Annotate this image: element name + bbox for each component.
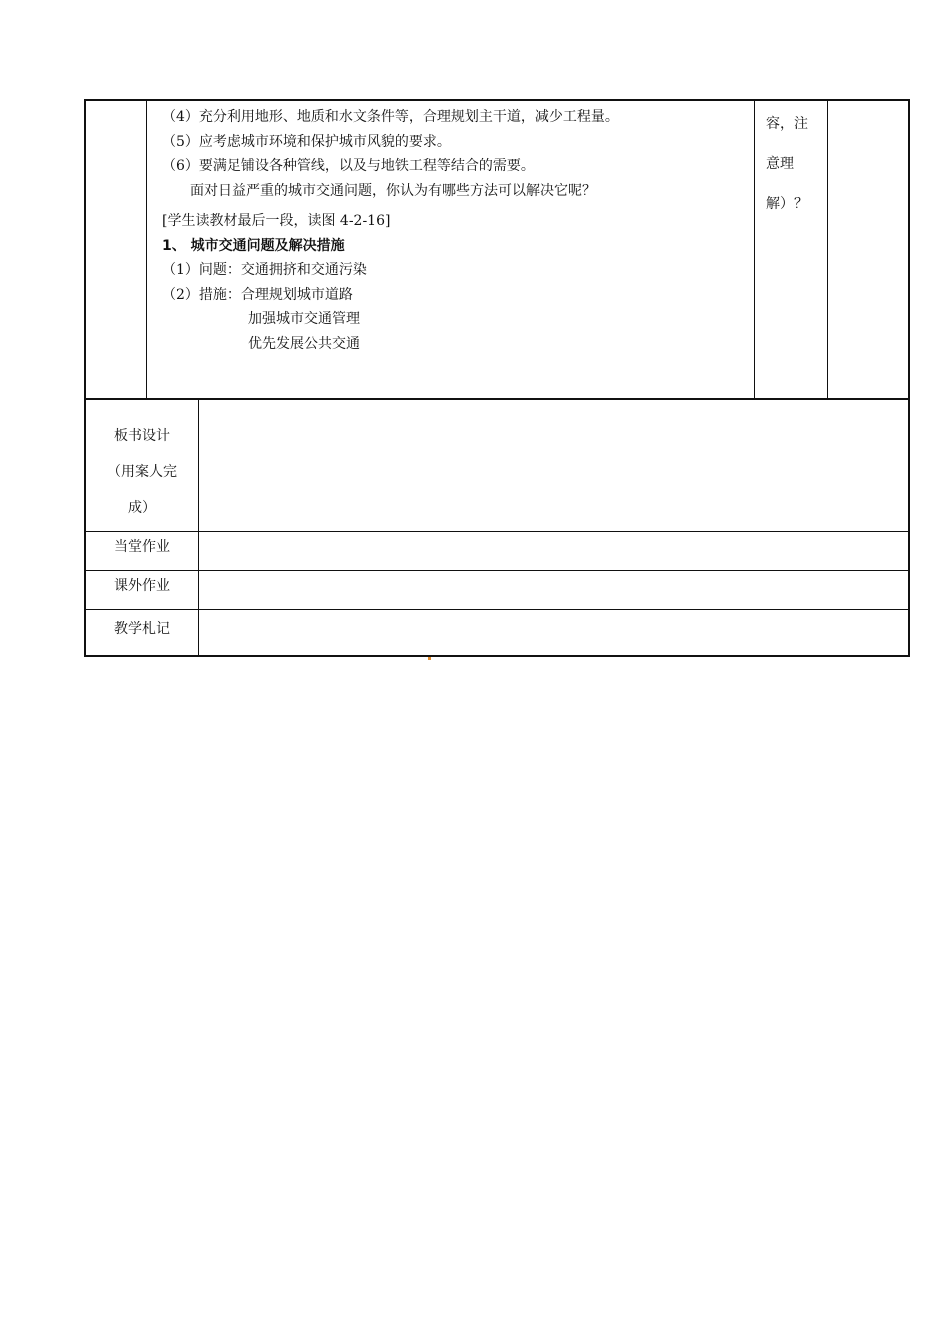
row-divider bbox=[86, 531, 908, 532]
side-note-cell bbox=[756, 101, 828, 224]
reading-note: [学生读教材最后一段，读图 4-2-16] bbox=[162, 213, 391, 229]
label-line: 板书设计 bbox=[114, 428, 170, 444]
lesson-content-table bbox=[84, 99, 910, 398]
measure-line: 优先发展公共交通 bbox=[248, 335, 360, 352]
section-heading: 1、 城市交通问题及解决措施 bbox=[162, 237, 345, 254]
label-line: （用案人完 bbox=[107, 464, 177, 480]
side-note-line: 解）？ bbox=[766, 196, 808, 212]
measure-line: 加强城市交通管理 bbox=[248, 311, 360, 327]
side-note-line: 容，注 bbox=[766, 116, 808, 132]
lesson-content-cell bbox=[148, 101, 754, 398]
content-item: （6）要满足铺设各种管线，以及与地铁工程等结合的需要。 bbox=[162, 158, 535, 174]
content-item: （5）应考虑城市环境和保护城市风貌的要求。 bbox=[162, 133, 451, 150]
column-divider bbox=[198, 400, 199, 655]
classwork-label: 当堂作业 bbox=[114, 539, 170, 555]
homework-label: 课外作业 bbox=[114, 578, 170, 594]
discussion-question: 面对日益严重的城市交通问题，你认为有哪些方法可以解决它呢？ bbox=[190, 182, 596, 199]
label-line: 成） bbox=[128, 500, 156, 516]
stray-mark bbox=[428, 657, 431, 660]
lesson-summary-table bbox=[84, 398, 910, 657]
board-design-label bbox=[86, 418, 198, 526]
column-divider bbox=[754, 101, 755, 398]
problem-line: （1）问题：交通拥挤和交通污染 bbox=[162, 262, 367, 278]
row-divider bbox=[86, 570, 908, 571]
column-divider bbox=[146, 101, 147, 398]
content-item: （4）充分利用地形、地质和水文条件等，合理规划主干道，减少工程量。 bbox=[162, 109, 619, 125]
row-divider bbox=[86, 609, 908, 610]
teaching-notes-label: 教学札记 bbox=[114, 621, 170, 637]
measure-line: （2）措施：合理规划城市道路 bbox=[162, 286, 353, 303]
side-note-line: 意理 bbox=[766, 156, 794, 172]
